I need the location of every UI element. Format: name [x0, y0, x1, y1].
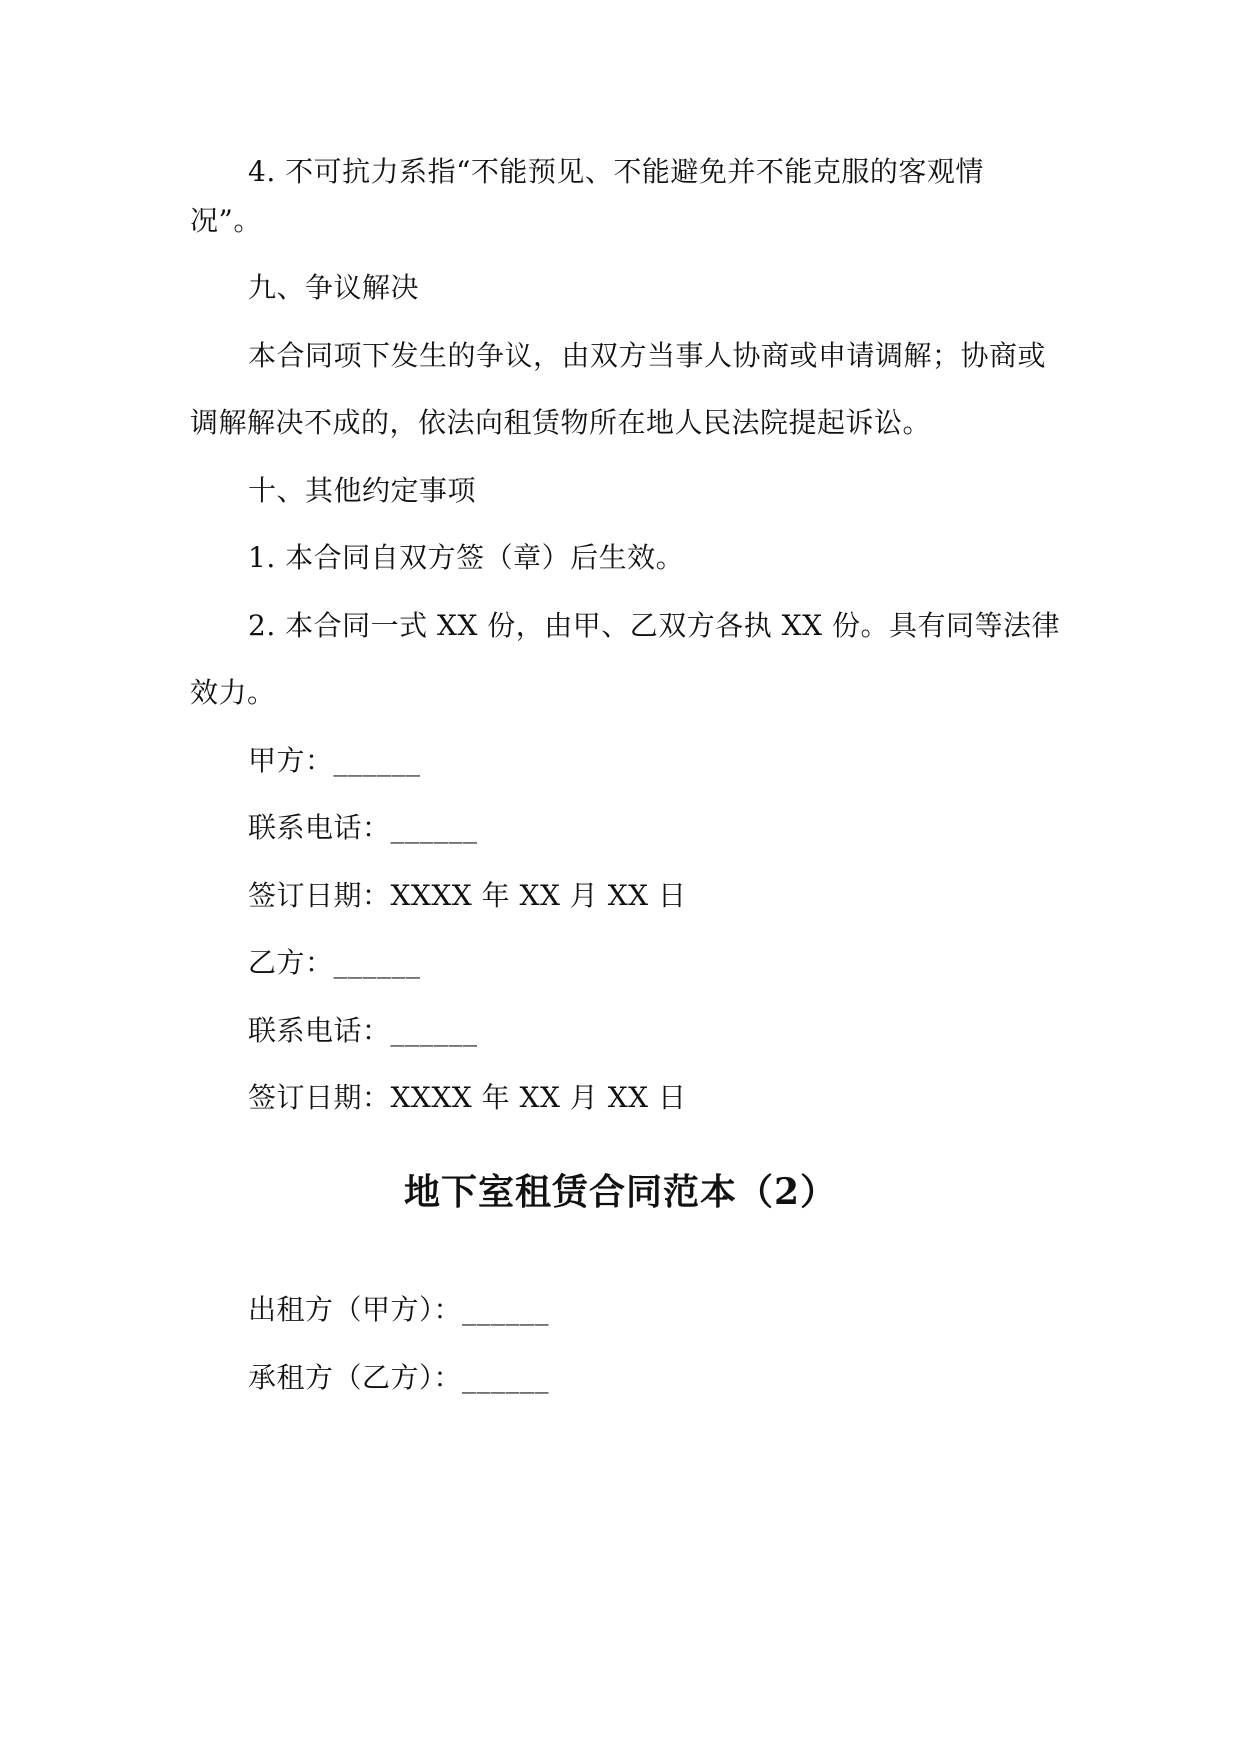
- force-majeure-clause-line-2: 况”。: [190, 204, 262, 237]
- lessor-line: 出租方（甲方）：______: [248, 1293, 550, 1326]
- dispute-resolution-text-line-2: 调解解决不成的，依法向租赁物所在地人民法院提起诉讼。: [190, 406, 932, 439]
- dispute-resolution-heading: 九、争议解决: [248, 271, 420, 304]
- party-a-phone-line: 联系电话：______: [248, 811, 478, 844]
- party-b-signature-line: 乙方：______: [248, 946, 421, 979]
- other-terms-item-2-line-2: 效力。: [190, 676, 276, 709]
- party-b-date-line: 签订日期：XXXX 年 XX 月 XX 日: [248, 1081, 687, 1114]
- contract-section-title: 地下室租赁合同范本（2）: [403, 1171, 838, 1213]
- other-terms-item-2-line-1: 2. 本合同一式 XX 份，由甲、乙双方各执 XX 份。具有同等法律: [248, 609, 1060, 642]
- other-terms-item-1: 1. 本合同自双方签（章）后生效。: [248, 541, 685, 574]
- party-b-phone-line: 联系电话：______: [248, 1014, 478, 1047]
- party-a-signature-line: 甲方：______: [248, 744, 421, 777]
- party-a-date-line: 签订日期：XXXX 年 XX 月 XX 日: [248, 879, 687, 912]
- dispute-resolution-text-line-1: 本合同项下发生的争议，由双方当事人协商或申请调解；协商或: [248, 339, 1047, 372]
- force-majeure-clause-line-1: 4. 不可抗力系指“不能预见、不能避免并不能克服的客观情: [248, 155, 984, 188]
- other-terms-heading: 十、其他约定事项: [248, 474, 477, 507]
- lessee-line: 承租方（乙方）：______: [248, 1361, 550, 1394]
